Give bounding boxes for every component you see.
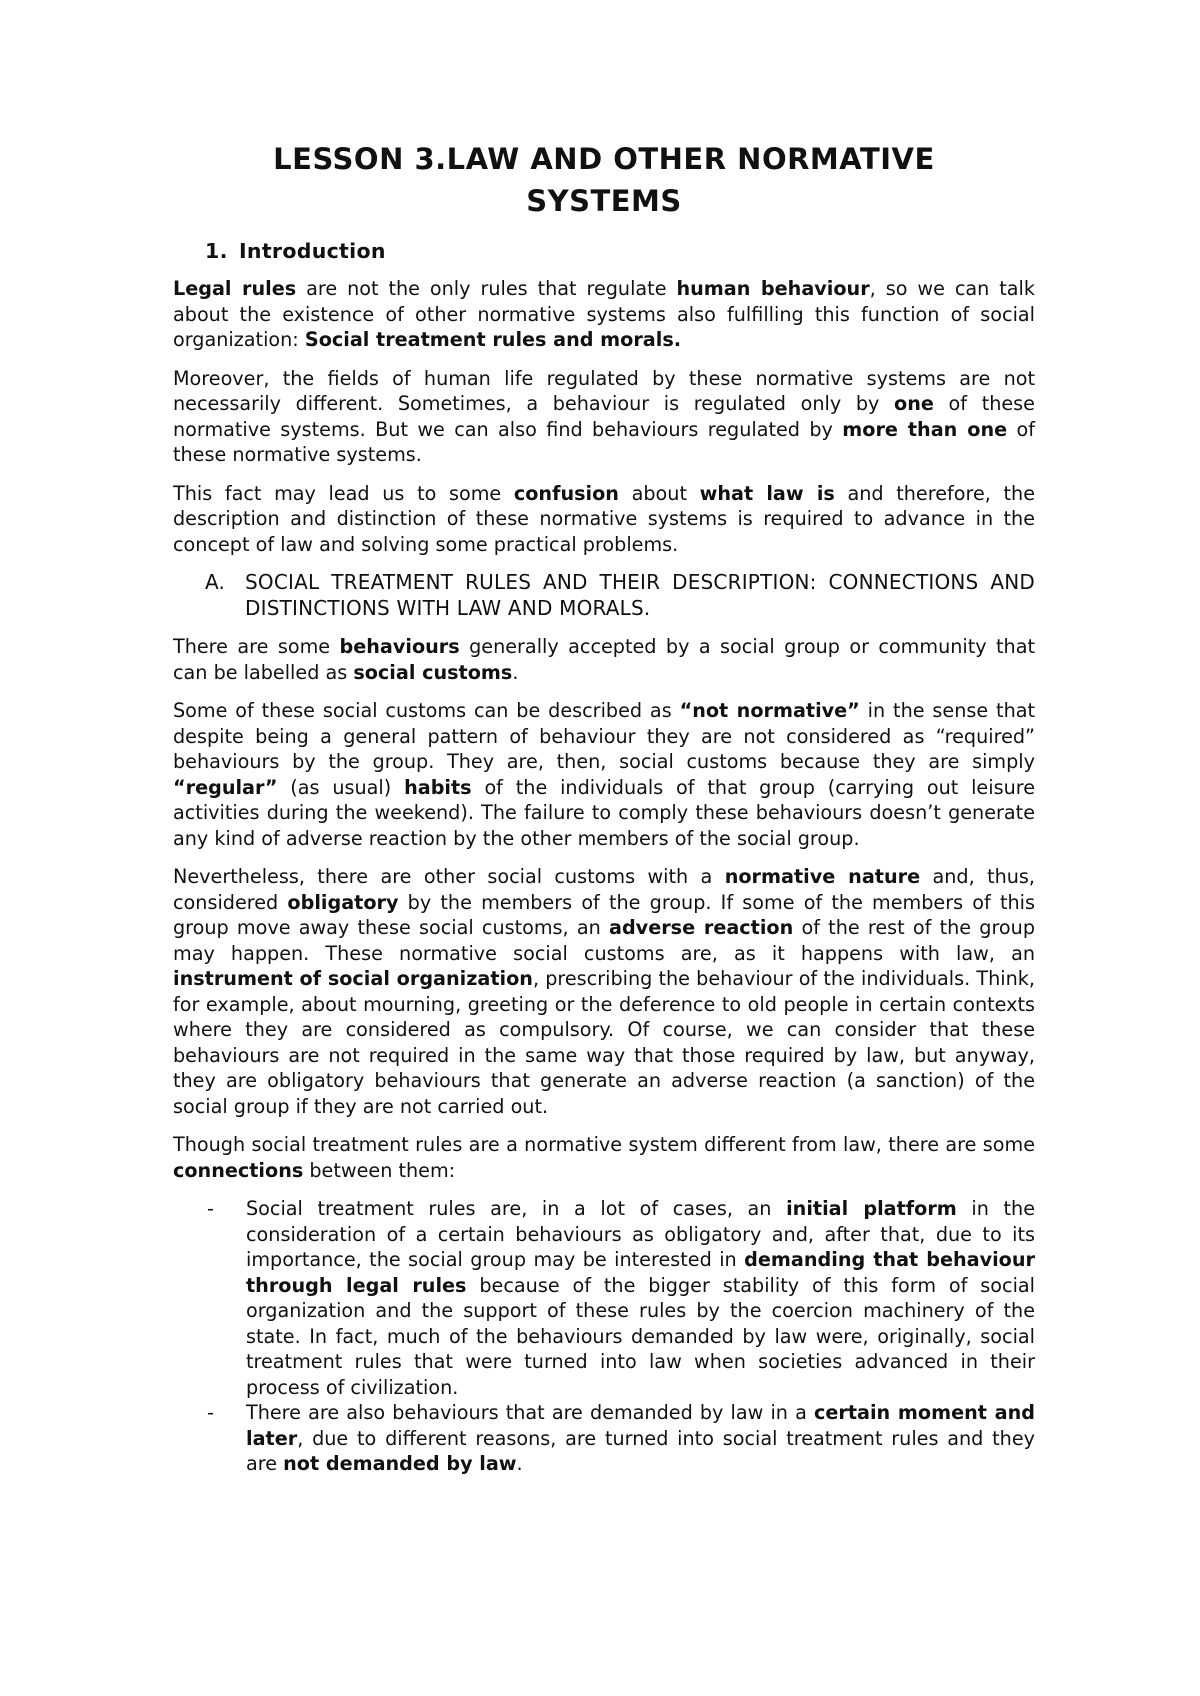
connections-list <box>173 1196 1035 1477</box>
text-span: Nevertheless, there are other social customs with a <box>173 865 725 888</box>
bold-text: one <box>894 392 934 415</box>
bold-text: “not normative” <box>679 699 860 722</box>
bold-text: human behaviour <box>676 277 870 300</box>
text-span: This fact may lead us to some <box>173 481 514 505</box>
text-span: There are some <box>173 635 340 658</box>
list-item <box>173 1400 1035 1477</box>
text-span: . <box>516 1452 523 1475</box>
bold-text: more than one <box>842 417 1008 441</box>
text-span: Social treatment rules are, in a lot of cases, an <box>246 1197 787 1220</box>
text-span: , prescribing the behaviour of the individuals. Think, for example, about mourning, greeting or the deference to old people in certain contexts where they are considered as compulsory. Of course, we can consider that these behaviours are not required in the same way that those required by law, but anyway, they are obligatory behaviours that generate an adverse reaction (a sanction) of the social group if they are not carried out. <box>173 967 1035 1118</box>
bold-text: Legal rules <box>173 277 297 300</box>
bold-text: normative nature <box>724 865 921 888</box>
list-marker: - <box>207 1197 214 1220</box>
bold-text: initial platform <box>786 1197 957 1220</box>
text-span: generally accepted by a social group or community that can be labelled as <box>173 635 1035 684</box>
list-marker: - <box>207 1401 214 1424</box>
bold-text: “regular” <box>173 775 278 799</box>
bold-text: Social treatment rules and morals. <box>304 328 682 351</box>
paragraph-not-normative <box>173 698 1035 851</box>
text-span: , due to different reasons, are turned into social treatment rules and they are <box>246 1426 1035 1475</box>
text-span: . <box>512 660 519 684</box>
bold-text: instrument of social organization <box>173 967 533 990</box>
text-span: by the members of the group. If some of the members of this group move away these social customs, an <box>173 890 1035 939</box>
text-span: Moreover, the fields of human life regulated by these normative systems are not necessarily different. Sometimes, a behaviour is regulated only by <box>173 366 1035 415</box>
section-heading-introduction <box>205 238 1035 264</box>
bold-text: what law is <box>699 481 835 505</box>
title-line-1: LESSON 3.LAW AND OTHER NORMATIVE <box>273 142 935 176</box>
bold-text: demanding that behaviour through legal rules <box>246 1248 1035 1297</box>
list-item-text <box>246 1400 1035 1477</box>
list-item-text <box>246 1196 1035 1400</box>
list-item <box>173 1196 1035 1400</box>
text-span: and, thus, considered <box>173 865 1036 914</box>
title-line-2: SYSTEMS <box>526 184 682 218</box>
bold-text: connections <box>173 1158 304 1182</box>
text-span: of these normative systems. <box>173 417 1036 466</box>
text-span: and therefore, the description and distinction of these normative systems is required to advance in the concept of law and solving some practical problems. <box>173 481 1036 556</box>
subsection-heading-a <box>205 570 1035 621</box>
text-span: Though social treatment rules are a normative system different from law, there are some <box>173 1133 1035 1156</box>
section-title: Introduction <box>239 239 386 263</box>
paragraph-normative-nature <box>173 864 1035 1119</box>
page-title <box>173 138 1035 222</box>
paragraph-connections <box>173 1132 1035 1183</box>
bold-text: adverse reaction <box>609 916 794 939</box>
subsection-title: SOCIAL TREATMENT RULES AND THEIR DESCRIPTION: CONNECTIONS AND DISTINCTIONS WITH LAW AND MORALS. <box>245 570 1035 620</box>
text-span: of these normative systems. But we can also find behaviours regulated by <box>173 392 1035 441</box>
text-span: about <box>618 481 700 505</box>
text-span: in the sense that despite being a general pattern of behaviour they are not considered as “required” behaviours by the group. They are, then, social customs because they are simply <box>173 699 1036 773</box>
text-span: , so we can talk about the existence of other normative systems also fulfilling this function of social organization: <box>173 277 1035 351</box>
bold-text: not demanded by law <box>283 1452 517 1475</box>
text-span: (as usual) <box>277 775 405 799</box>
paragraph-legal-rules <box>173 276 1035 353</box>
subsection-letter: A. <box>205 570 226 594</box>
bold-text: obligatory <box>287 890 399 914</box>
text-span: of the rest of the group may happen. These normative social customs are, as it happens with law, an <box>173 916 1035 965</box>
text-span: of the individuals of that group (carrying out leisure activities during the weekend). The failure to comply these behaviours doesn’t generate any kind of adverse reaction by the other members of the social group. <box>173 775 1035 850</box>
section-number: 1. <box>205 239 228 263</box>
bold-text: habits <box>404 775 472 799</box>
paragraph-moreover <box>173 366 1035 468</box>
bold-text: confusion <box>513 481 619 505</box>
bold-text: behaviours <box>339 635 460 658</box>
text-span: in the consideration of a certain behaviours as obligatory and, after that, due to its importance, the social group may be interested in <box>246 1197 1035 1271</box>
bold-text: social customs <box>353 660 513 684</box>
text-span: because of the bigger stability of this form of social organization and the support of these rules by the coercion machinery of the state. In fact, much of the behaviours demanded by law were, originally, social treatment rules that were turned into law when societies advanced in their process of civilization. <box>246 1273 1035 1399</box>
text-span: Some of these social customs can be described as <box>173 699 680 722</box>
paragraph-confusion <box>173 481 1035 558</box>
page-content <box>173 138 1035 1477</box>
paragraph-behaviours <box>173 634 1035 685</box>
text-span: are not the only rules that regulate <box>296 277 677 300</box>
text-span: There are also behaviours that are demanded by law in a <box>246 1401 814 1424</box>
text-span: between them: <box>303 1158 456 1182</box>
bold-text: certain moment and later <box>246 1401 1035 1450</box>
